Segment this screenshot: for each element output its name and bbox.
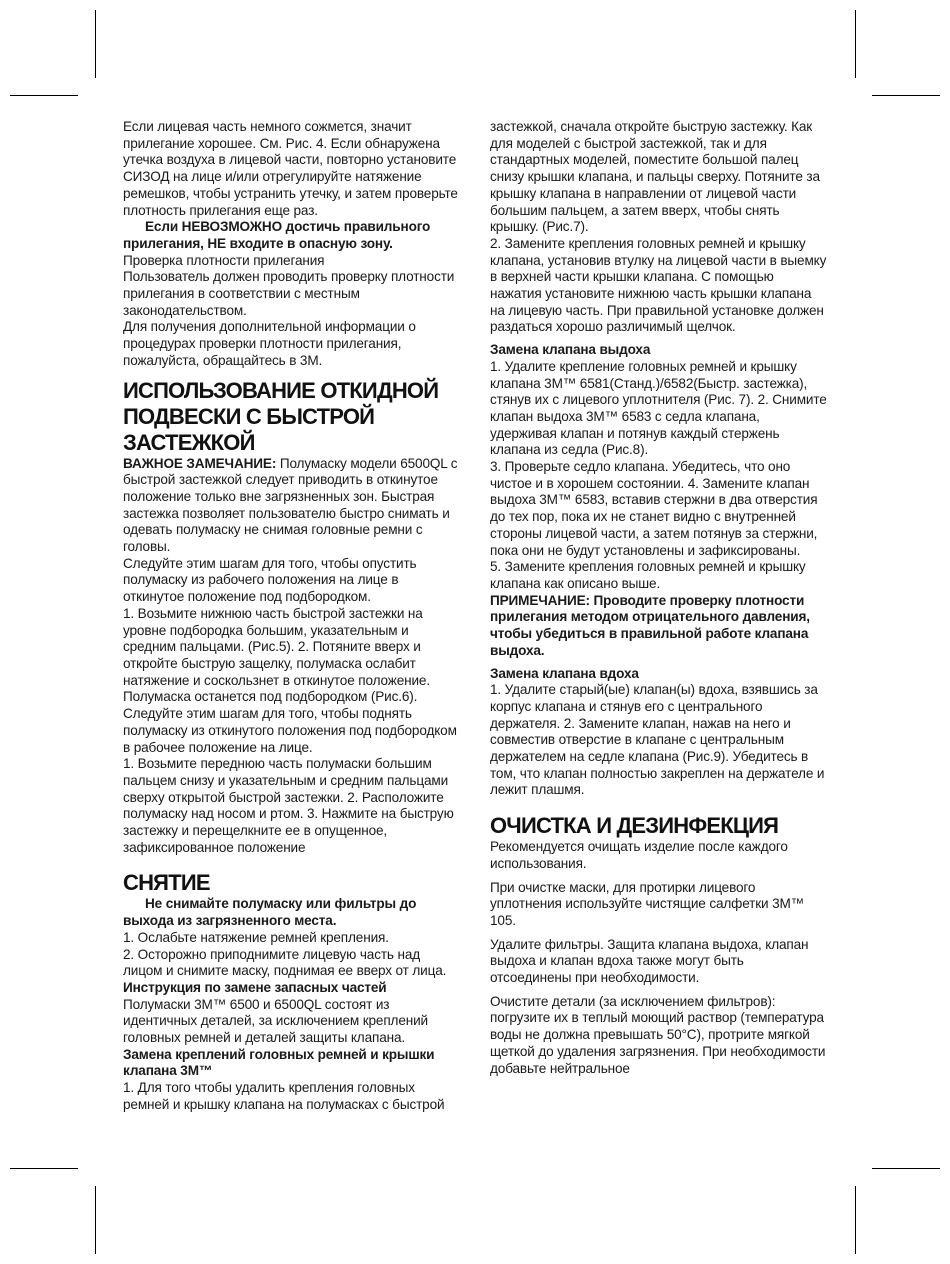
crop-mark-bottom-right-horizontal bbox=[872, 1168, 940, 1169]
removal-step-1: 1. Ослабьте натяжение ремней крепления. bbox=[123, 929, 389, 945]
removal-section-title: СНЯТИЕ bbox=[123, 870, 210, 896]
important-label: ВАЖНОЕ ЗАМЕЧАНИЕ: bbox=[123, 455, 277, 471]
harness-step-2: 2. Замените крепления головных ремней и крышку клапана, установив втулку на лицевой части в выемку в верхней части крышки клапана. С помощью нажатия установите нижнюю часть крышки клапана на лицевую часть. При правильной установке должен раздаться хорошо различимый щелчок. bbox=[490, 235, 827, 335]
fit-check-paragraph: Если лицевая часть немного сожмется, значит прилегание хорошее. См. Рис. 4. Если обнаружена утечка воздуха в лицевой части, повторно установите СИЗОД на лице и/или отрегулируйте натяжение ремешков, чтобы устранить утечку, и затем проверьте плотность прилегания еще раз. bbox=[123, 119, 458, 218]
crop-mark-top-left-horizontal bbox=[10, 95, 78, 96]
harness-heading: Замена креплений головных ремней и крышки клапана 3М™ bbox=[123, 1046, 435, 1079]
cleaning-paragraph-2: При очистке маски, для протирки лицевого уплотнения используйте чистящие салфетки 3М™ 105. bbox=[490, 879, 805, 928]
important-notice bbox=[123, 456, 461, 556]
crop-mark-top-right-vertical bbox=[855, 10, 856, 78]
cleaning-paragraph-4: Очистите детали (за исключением фильтров): погрузите их в теплый моющий раствор (температура воды не должна превышать 50°C), протрите мягкой щеткой до удаления загрязнения. При необходимости добавьте нейтральное bbox=[490, 993, 826, 1076]
harness-step-1-continued: застежкой, сначала откройте быструю застежку. Как для моделей с быстрой застежкой, так и для стандартных моделей, поместите большой палец снизу крышки клапана, и пальцы сверху. Потяните за крышку клапана в направлении от лицевой части большим пальцем, а затем вверх, чтобы снять крышку. (Рис.7). bbox=[490, 119, 820, 235]
fit-warning: Если НЕВОЗМОЖНО достичь правильного прилегания, НЕ входите в опасную зону. bbox=[123, 219, 431, 251]
exhalation-steps-3-4: 3. Проверьте седло клапана. Убедитесь, что оно чистое и в хорошем состоянии. 4. Замените клапан выдоха 3М™ 6583, вставив стержни в два отверстия до тех пор, пока их не станет видно с внутренней стороны лицевой части, а затем потянув за стержни, пока они не будут установлены и зафиксированы. bbox=[490, 459, 818, 558]
cleaning-paragraph-3: Удалите фильтры. Защита клапана выдоха, клапан выдоха и клапан вдоха также могут быть отсоединены при необходимости. bbox=[490, 936, 809, 986]
right-column bbox=[490, 119, 828, 1077]
left-column bbox=[123, 119, 461, 1114]
fit-test-heading: Проверка плотности прилегания bbox=[123, 252, 325, 268]
cleaning-section-title: ОЧИСТКА И ДЕЗИНФЕКЦИЯ bbox=[490, 813, 779, 839]
lower-steps: 1. Возьмите нижнюю часть быстрой застежки на уровне подбородка большим, указательным и средним пальцами. (Рис.5). 2. Потяните вверх и откройте быструю защелку, полумаска ослабит натяжение и соскользнет в откинутое положение. Полумаска останется под подбородком (Рис.6). bbox=[123, 605, 430, 705]
fit-test-paragraph: Пользователь должен проводить проверку плотности прилегания в соответствии с местным законодательством. bbox=[123, 269, 455, 318]
raise-steps-intro: Следуйте этим шагам для того, чтобы поднять полумаску из откинутого положения под подбородком в рабочее положение на лице. bbox=[123, 706, 457, 755]
removal-warning: Не снимайте полумаску или фильтры до выхода из загрязненного места. bbox=[123, 896, 417, 929]
lower-steps-intro: Следуйте этим шагам для того, чтобы опустить полумаску из рабочего положения на лице в откинутое положение под подбородком. bbox=[123, 555, 417, 605]
parts-paragraph: Полумаски 3М™ 6500 и 6500QL состоят из идентичных деталей, за исключением креплений головных ремней и деталей защиты клапана. bbox=[123, 996, 428, 1046]
raise-steps: 1. Возьмите переднюю часть полумаски большим пальцем снизу и указательным и средним пальцами сверху открытой быстрой застежки. 2. Расположите полумаску над носом и ртом. 3. Нажмите на быструю застежку и перещелкните ее в опущенное, зафиксированное положение bbox=[123, 756, 454, 855]
crop-mark-top-right-horizontal bbox=[872, 95, 940, 96]
drop-down-section-title: ИСПОЛЬЗОВАНИЕ ОТКИДНОЙ ПОДВЕСКИ С БЫСТРОЙ ЗАСТЕЖКОЙ bbox=[123, 377, 439, 455]
harness-step-1: 1. Для того чтобы удалить крепления головных ремней и крышку клапана на полумасках с быстрой bbox=[123, 1080, 445, 1112]
negative-pressure-note: ПРИМЕЧАНИЕ: Проводите проверку плотности прилегания методом отрицательного давления, чтобы убедиться в правильной работе клапана выдоха. bbox=[490, 592, 810, 658]
exhalation-heading: Замена клапана выдоха bbox=[490, 342, 651, 358]
crop-mark-bottom-right-vertical bbox=[855, 1186, 856, 1254]
important-text: Полумаску модели 6500QL с быстрой застежкой следует приводить в откинутое положение только вне загрязненных зон. Быстрая застежка позволяет пользователю быстро снимать и одевать полумаску не снимая головные ремни с головы. bbox=[123, 455, 458, 555]
exhalation-step-5: 5. Замените крепления головных ремней и крышку клапана как описано выше. bbox=[490, 559, 806, 591]
fit-test-info-paragraph: Для получения дополнительной информации о процедурах проверки плотности прилегания, пожалуйста, обращайтесь в 3М. bbox=[123, 319, 416, 368]
cleaning-paragraph-1: Рекомендуется очищать изделие после каждого использования. bbox=[490, 839, 788, 871]
crop-mark-bottom-left-vertical bbox=[95, 1186, 96, 1254]
inhalation-steps: 1. Удалите старый(ые) клапан(ы) вдоха, взявшись за корпус клапана и стянув его с центрального держателя. 2. Замените клапан, нажав на него и совместив отверстие в клапане с центральным держателем на седле клапана (Рис.9). Убедитесь в том, что клапан полностью закреплен на держателе и лежит плашмя. bbox=[490, 682, 825, 798]
parts-heading: Инструкция по замене запасных частей bbox=[123, 979, 387, 995]
exhalation-steps-1-2: 1. Удалите крепление головных ремней и крышку клапана 3М™ 6581(Станд.)/6582(Быстр. застежка), стянув их с лицевого уплотнителя (Рис. 7). 2. Снимите клапан выдоха 3М™ 6583 с седла клапана, удерживая клапан и потянув каждый стержень клапана из седла (Рис.8). bbox=[490, 358, 827, 458]
removal-step-2: 2. Осторожно приподнимите лицевую часть над лицом и снимите маску, поднимая ее вверх от лица. bbox=[123, 946, 447, 979]
crop-mark-bottom-left-horizontal bbox=[10, 1168, 78, 1169]
inhalation-heading: Замена клапана вдоха bbox=[490, 665, 639, 681]
crop-mark-top-left-vertical bbox=[95, 10, 96, 78]
